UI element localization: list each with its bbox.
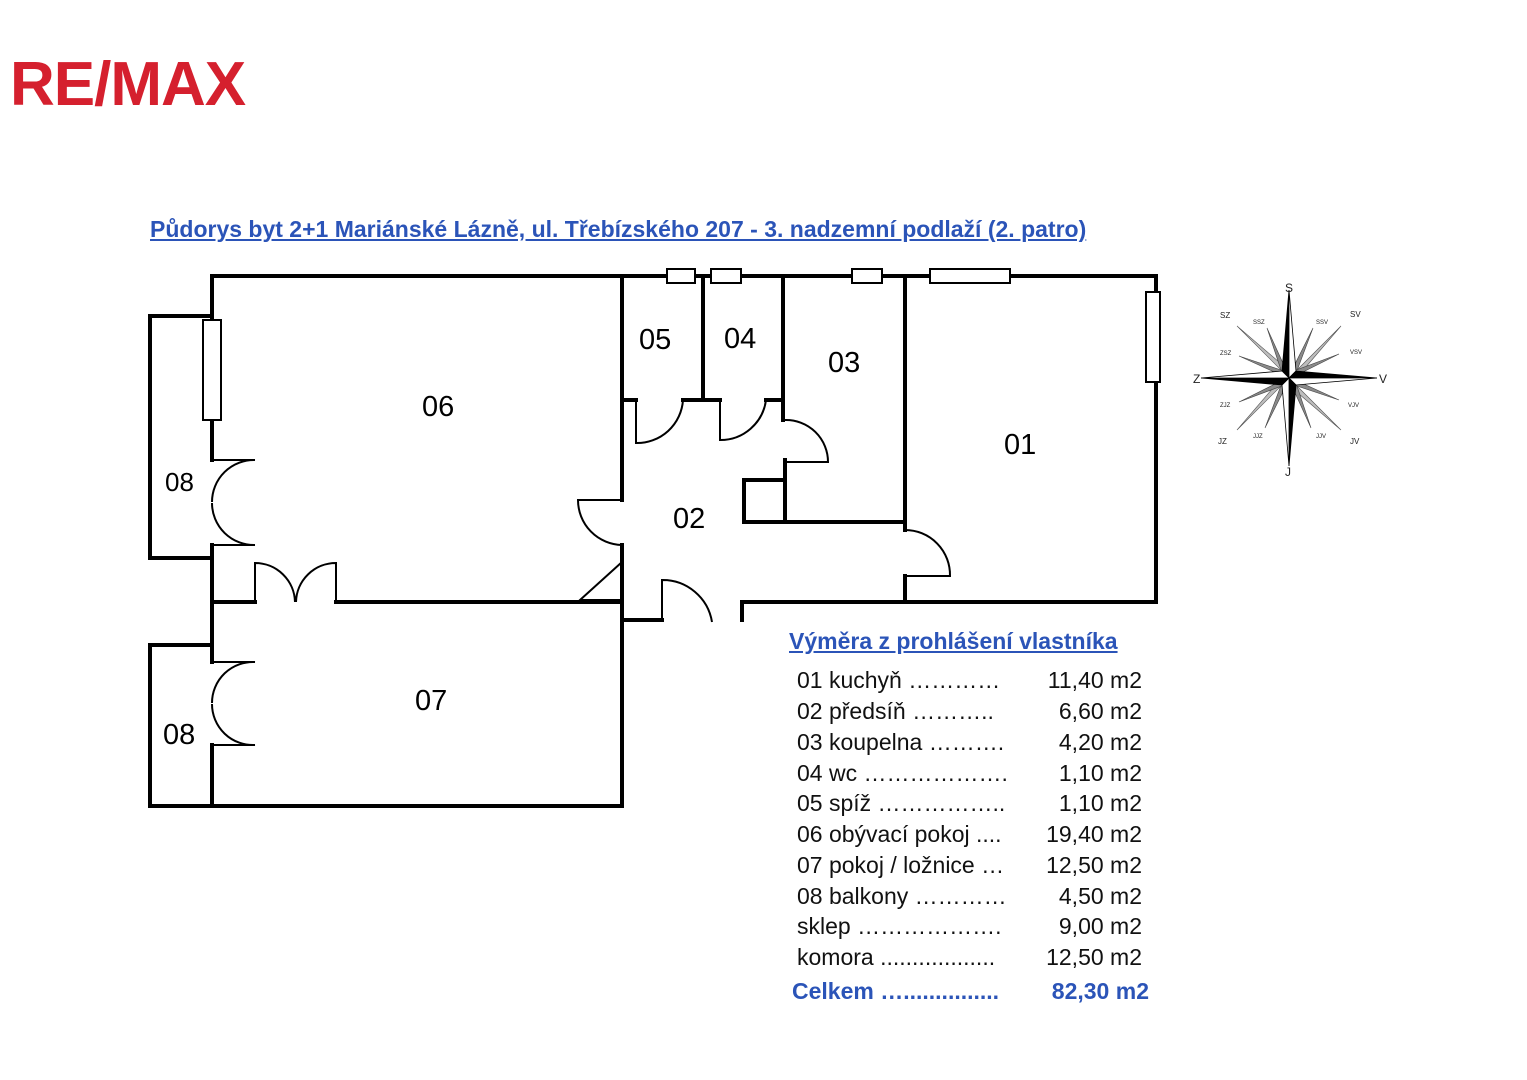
room-label-07: 07 [415,685,448,717]
compass-jz: JZ [1218,437,1227,446]
page-title: Půdorys byt 2+1 Mariánské Lázně, ul. Třebízského 207 - 3. nadzemní podlaží (2. patro) [150,216,1087,242]
area-row [797,790,1142,820]
area-value: 4,50 m2 [1058,883,1142,909]
area-value: 12,50 m2 [1046,852,1142,878]
area-value: 4,20 m2 [1058,729,1142,755]
compass-jjv: JJV [1316,434,1327,440]
compass-j: J [1285,465,1291,479]
compass-jjz: JJZ [1253,434,1263,440]
area-row [797,852,1142,882]
room-label-06: 06 [422,391,455,423]
area-row [797,667,1142,697]
compass-vsv: VSV [1350,350,1363,356]
compass-z: Z [1193,372,1201,386]
area-label: 04 wc ………………. [797,760,1008,786]
compass-zjz: ZJZ [1220,403,1231,409]
compass-ssz: SSZ [1253,320,1265,326]
area-label: 01 kuchyň ………… [797,667,1001,693]
area-row [797,944,1142,974]
area-total-label: Celkem …............... [792,978,1000,1004]
area-value: 1,10 m2 [1058,790,1142,816]
area-row [797,760,1142,790]
room-label-03: 03 [828,347,861,379]
area-label: 05 spíž …………….. [797,790,1006,816]
compass-zsz: ZSZ [1220,351,1232,357]
areas-heading: Výměra z prohlášení vlastníka [789,628,1118,654]
room-label-05: 05 [639,324,672,356]
compass-v: V [1379,372,1388,386]
area-value: 19,40 m2 [1046,821,1142,847]
area-row [797,729,1142,759]
area-value: 9,00 m2 [1058,913,1142,939]
area-total-value: 82,30 m2 [1051,978,1149,1004]
area-label: sklep ………………. [797,913,1002,939]
room-label-02: 02 [673,503,706,535]
logo-text: RE/MAX [10,50,246,119]
room-label-08-upper: 08 [165,467,194,497]
area-value: 12,50 m2 [1046,944,1142,970]
area-value: 11,40 m2 [1047,667,1142,693]
area-row [797,883,1142,913]
area-row [797,821,1142,851]
area-label: 02 předsíň ……….. [797,698,994,724]
compass-s: S [1285,281,1294,295]
room-label-01: 01 [1004,429,1037,461]
area-label: 08 balkony ………… [797,883,1007,909]
room-label-04: 04 [724,323,757,355]
area-row [797,913,1142,943]
area-label: komora .................. [797,944,996,970]
compass-vjv: VJV [1348,403,1360,409]
compass-sz: SZ [1220,311,1231,320]
area-value: 1,10 m2 [1058,760,1142,786]
compass-jv: JV [1350,437,1360,446]
compass-ssv: SSV [1316,320,1329,326]
area-value: 6,60 m2 [1058,698,1142,724]
area-label: 03 koupelna ………. [797,729,1005,755]
compass-sv: SV [1350,310,1361,319]
area-row [797,698,1142,728]
area-total-row [792,978,1149,1008]
area-label: 07 pokoj / ložnice … [797,852,1005,878]
area-label: 06 obývací pokoj .... [797,821,1002,847]
compass-rose-icon [1190,280,1400,480]
room-label-08-lower: 08 [163,719,196,751]
